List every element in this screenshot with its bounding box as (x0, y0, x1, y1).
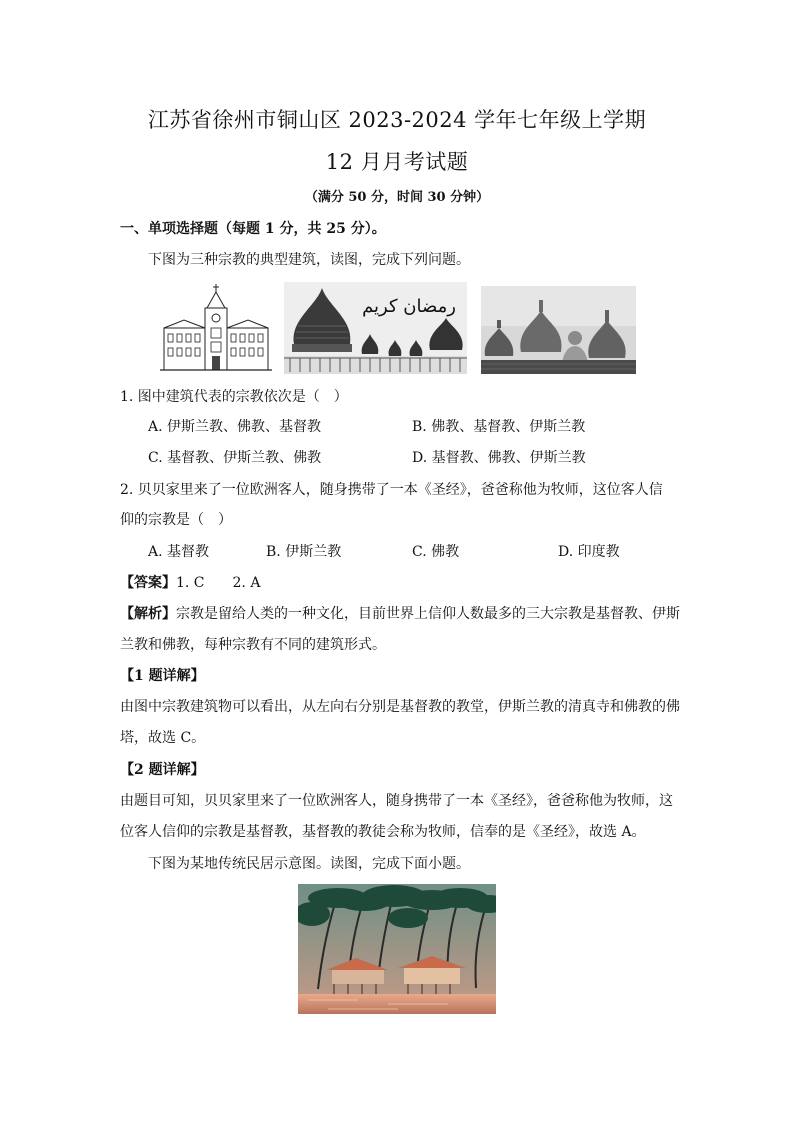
answer-line (120, 572, 260, 592)
title-line-1: 江苏省徐州市铜山区 2023-2024 学年七年级上学期 (147, 108, 647, 132)
q2-option-b: B. 伊斯兰教 (266, 544, 342, 560)
analysis-line-2: 兰教和佛教，每种宗教有不同的建筑形式。 (120, 637, 386, 653)
subtitle: （满分 50 分，时间 30 分钟） (304, 190, 490, 205)
section-heading: 一、单项选择题（每题 1 分，共 25 分）。 (120, 221, 386, 237)
stilt-house-photo (298, 884, 496, 1014)
q1-option-b: B. 佛教、基督教、伊斯兰教 (412, 419, 586, 435)
q1-option-c: C. 基督教、伊斯兰教、佛教 (148, 450, 322, 466)
q2-option-a: A. 基督教 (148, 544, 210, 560)
mosque-illustration (284, 282, 467, 374)
q2-stem-line-1: 2. 贝贝家里来了一位欧洲客人，随身携带了一本《圣经》，爸爸称他为牧师，这位客人信 (120, 482, 663, 498)
detail1-line-1: 由图中宗教建筑物可以看出，从左向右分别是基督教的教堂，伊斯兰教的清真寺和佛教的佛 (120, 699, 680, 715)
analysis-label: 【解析】 (120, 606, 176, 622)
answer-text: 1. C 2. A (176, 575, 261, 591)
mosque-calligraphy: رمضان كريم (362, 296, 456, 317)
analysis-line-1 (120, 603, 680, 623)
q1-stem: 1. 图中建筑代表的宗教依次是（ ） (120, 389, 348, 405)
church-illustration (160, 282, 272, 374)
q1-option-a: A. 伊斯兰教、佛教、基督教 (148, 419, 322, 435)
intro-text-2: 下图为某地传统民居示意图。读图，完成下面小题。 (148, 856, 470, 872)
detail1-label: 【1 题详解】 (120, 668, 205, 684)
q2-option-c: C. 佛教 (412, 544, 460, 560)
buddhist-stupa-photo (481, 286, 636, 374)
q2-option-d: D. 印度教 (558, 544, 620, 560)
title-line-2: 12 月月考试题 (325, 150, 469, 174)
q1-option-d: D. 基督教、佛教、伊斯兰教 (412, 450, 586, 466)
analysis-text-1: 宗教是留给人类的一种文化，目前世界上信仰人数最多的三大宗教是基督教、伊斯 (176, 606, 680, 622)
q2-stem-line-2: 仰的宗教是（ ） (120, 512, 232, 528)
detail2-line-1: 由题目可知，贝贝家里来了一位欧洲客人，随身携带了一本《圣经》，爸爸称他为牧师，这 (120, 793, 673, 809)
detail2-line-2: 位客人信仰的宗教是基督教，基督教的教徒会称为牧师，信奉的是《圣经》，故选 A。 (120, 824, 646, 840)
answer-label: 【答案】 (120, 575, 176, 591)
detail1-line-2: 塔，故选 C。 (120, 730, 206, 746)
detail2-label: 【2 题详解】 (120, 762, 205, 778)
intro-text: 下图为三种宗教的典型建筑，读图，完成下列问题。 (148, 252, 470, 268)
